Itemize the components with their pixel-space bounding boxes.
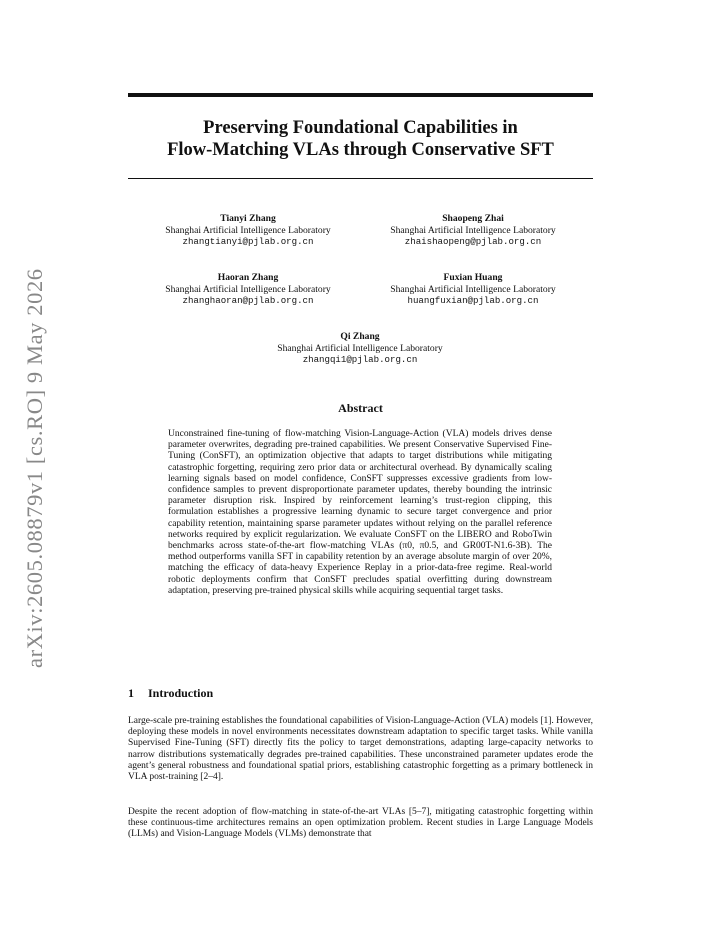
author-block <box>128 213 368 248</box>
abstract-heading: Abstract <box>338 401 383 415</box>
author-email: zhaishaopeng@pjlab.org.cn <box>404 236 542 247</box>
section-number: 1 <box>128 686 134 700</box>
author-affiliation: Shanghai Artificial Intelligence Laboratory <box>390 283 556 295</box>
author-block <box>353 272 593 307</box>
author-name: Tianyi Zhang <box>220 213 276 224</box>
author-name: Qi Zhang <box>340 331 380 342</box>
author-email: zhangqi1@pjlab.org.cn <box>302 354 418 365</box>
author-affiliation: Shanghai Artificial Intelligence Laboratory <box>165 224 331 236</box>
author-block <box>353 213 593 248</box>
paper-title <box>128 117 593 161</box>
author-email: zhangtianyi@pjlab.org.cn <box>182 236 314 247</box>
author-affiliation: Shanghai Artificial Intelligence Laboratory <box>165 283 331 295</box>
author-affiliation: Shanghai Artificial Intelligence Laboratory <box>277 342 443 354</box>
title-line-1: Preserving Foundational Capabilities in <box>203 118 518 138</box>
author-block <box>128 272 368 307</box>
author-block <box>240 331 480 366</box>
author-name: Fuxian Huang <box>443 272 503 283</box>
title-rule-top <box>128 93 593 97</box>
author-email: huangfuxian@pjlab.org.cn <box>407 295 539 306</box>
body-paragraph: Large-scale pre-training establishes the foundational capabilities of Vision-Language-Action (VLA) models [1]. However, deploying these models in novel environments necessitates downstream adaptation to specific target tasks. While vanilla Supervised Fine-Tuning (SFT) directly fits the policy to target demonstrations, adapting large-capacity networks to narrow distributions systematically degrades pre-trained capabilities. These unconstrained parameter updates erode the agent’s general robustness and foundational spatial priors, establishing catastrophic forgetting as a primary bottleneck in VLA post-training [2–4]. <box>128 716 593 783</box>
section-title: Introduction <box>148 686 214 700</box>
body-paragraph: Despite the recent adoption of flow-matching in state-of-the-art VLAs [5–7], mitigating catastrophic forgetting within these continuous-time architectures remains an open optimization problem. Recent studies in Large Language Models (LLMs) and Vision-Language Models (VLMs) demonstrate that <box>128 807 593 840</box>
author-name: Haoran Zhang <box>217 272 279 283</box>
title-rule-bottom <box>128 178 593 179</box>
arxiv-identifier: arXiv:2605.08879v1 [cs.RO] 9 May 2026 <box>22 268 47 668</box>
title-line-2: Flow-Matching VLAs through Conservative SFT <box>167 140 554 160</box>
author-name: Shaopeng Zhai <box>442 213 504 224</box>
abstract-text: Unconstrained fine-tuning of flow-matching Vision-Language-Action (VLA) models drives dense parameter overwrites, degrading pre-trained capabilities. We present Conservative Supervised Fine-Tuning (ConSFT), an optimization objective that adapts to target distributions while mitigating catastrophic forgetting, requiring zero prior data or architectural overhead. By dynamically scaling learning signals based on model confidence, ConSFT suppresses excessive gradients from low-confidence samples to prevent disproportionate parameter updates, thereby bounding the intrinsic parameter disruption risk. Inspired by reinforcement learning’s trust-region clipping, this formulation establishes a progressive learning dynamic to secure target convergence and prior capability retention, maintaining sparse parameter updates without relying on the parallel reference networks required by explicit regularization. We evaluate ConSFT on the LIBERO and RoboTwin benchmarks across state-of-the-art flow-matching VLAs (π0, π0.5, and GR00T-N1.6-3B). The method outperforms vanilla SFT in capability retention by an average absolute margin of over 20%, matching the efficacy of data-heavy Experience Replay in a prior-data-free regime. Real-world robotic deployments confirm that ConSFT precludes spatial overfitting during downstream adaptation, preserving pre-trained physical skills while acquiring sequential target tasks. <box>168 429 552 596</box>
author-email: zhanghaoran@pjlab.org.cn <box>182 295 314 306</box>
section-heading-introduction <box>128 686 227 701</box>
author-affiliation: Shanghai Artificial Intelligence Laboratory <box>390 224 556 236</box>
